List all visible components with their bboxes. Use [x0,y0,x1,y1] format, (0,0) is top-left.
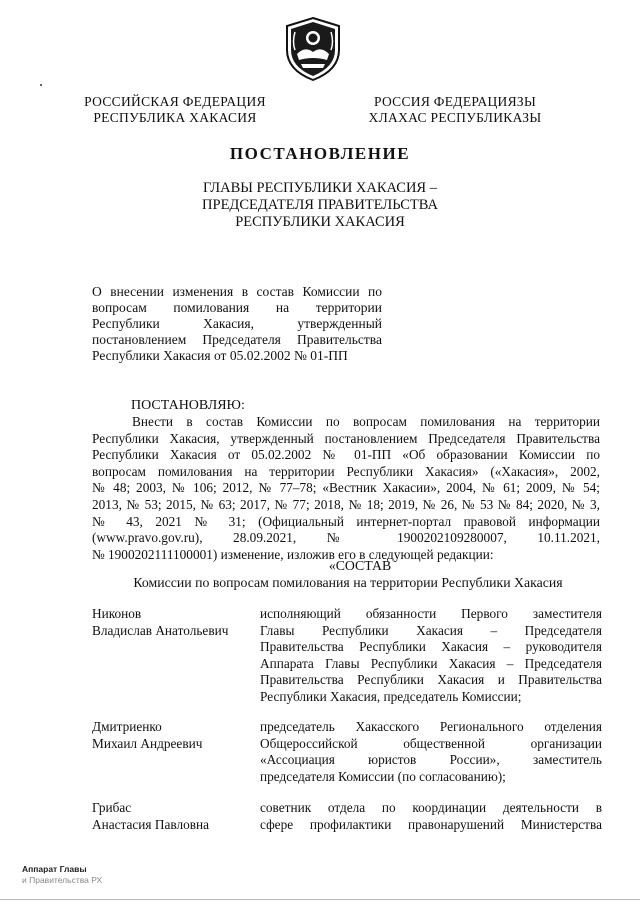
scan-edge-line [0,899,640,900]
body-line-7: № 43, 2021 № 31; (Официальный интернет-портал правовой информации [92,513,600,529]
role-line: Аппарата Главы Республики Хакасия – Председателя [260,655,602,671]
subject-line-4: постановлением Председателя Правительства [92,332,382,347]
member-surname: Никонов [92,606,142,621]
role-line: Республики Хакасия, председатель Комиссии; [260,688,522,704]
role-line: Правительства Республики Хакасия – руководителя [260,639,602,655]
member-surname: Грибас [92,800,132,815]
role-line: Правительства Республики Хакасия и Правительства [260,672,602,688]
subject-line-3: Республики Хакасия, утвержденный [92,316,382,331]
stamp-line-2: и Правительства РХ [22,875,103,885]
body-line-6: 2013, № 53; 2015, № 63; 2017, № 77; 2018, № 18; 2019, № 26, № 53 № 84; 2020, № 3, [92,496,600,512]
office-stamp [22,864,102,886]
header-left-line-2: РЕСПУБЛИКА ХАКАСИЯ [93,110,257,125]
body-line-2: Республики Хакасия, утвержденный постановлением Председателя Правительства [92,430,600,446]
scan-speck [40,84,42,86]
header-right-line-1: РОССИЯ ФЕДЕРАЦИЯЗЫ [373,94,537,109]
header-russian-federation [80,94,270,126]
header-left-line-1: РОССИЙСКАЯ ФЕДЕРАЦИЯ [84,94,266,109]
header-right-line-2: ХЛАХАС РЕСПУБЛИКАЗЫ [368,110,542,125]
body-line-5: № 48; 2003, № 106; 2012, № 77–78; «Вестник Хакасии», 2004, № 61; 2009, № 54; [92,480,600,496]
member-role [260,606,602,706]
member-given-names: Анастасия Павловна [92,816,210,832]
member-given-names: Михаил Андреевич [92,735,203,751]
role-line: председателя Комиссии (по согласованию); [260,768,506,784]
subject-line-2: вопросам помилования на территории [92,300,382,315]
role-line: Главы Республики Хакасия – Председателя [260,622,602,638]
body-line-3: Республики Хакасия от 05.02.2002 № 01-ПП «Об образовании Комиссии по [92,447,600,463]
document-subtitle [0,180,640,231]
header-khakas-language [360,94,550,126]
body-line-4: вопросам помилования на территории Республики Хакасия» («Хакасия», 2002, [92,463,600,479]
member-given-names: Владислав Анатольевич [92,622,229,638]
subject-line-1: О внесении изменения в состав Комиссии по [92,284,382,299]
body-line-8: (www.pravo.gov.ru), 28.09.2021, № 1900202109280007, 10.11.2021, [92,530,600,546]
subtitle-line-2: ПРЕДСЕДАТЕЛЯ ПРАВИТЕЛЬСТВА [202,197,438,213]
member-role [260,800,602,833]
body-line-1: Внести в состав Комиссии по вопросам помилования на территории [132,414,600,429]
resolution-body [92,414,600,563]
stamp-line-1: Аппарат Главы [22,864,87,874]
document-title: ПОСТАНОВЛЕНИЕ [229,144,411,163]
composition-heading: «СОСТАВ [328,558,392,573]
role-line: Общероссийской общественной организации [260,735,602,751]
subject-line-5: Республики Хакасия от 05.02.2002 № 01-ПП [92,348,348,363]
body-line-9: № 1900202111100001) изменение, изложив его в следующей редакции: [92,546,494,562]
member-role [260,719,602,785]
coat-of-arms-emblem [283,16,343,82]
role-line: исполняющий обязанности Первого заместителя [260,606,602,621]
role-line: председатель Хакасского Регионального отделения [260,719,602,734]
role-line: советник отдела по координации деятельности в [260,800,602,815]
member-name [92,606,262,639]
ordain-heading: ПОСТАНОВЛЯЮ: [131,398,245,413]
role-line: сфере профилактики правонарушений Министерства [260,816,602,832]
subtitle-line-3: РЕСПУБЛИКИ ХАКАСИЯ [235,214,405,230]
document-subject [92,284,382,364]
member-name [92,719,262,752]
member-name [92,800,262,833]
subtitle-line-1: ГЛАВЫ РЕСПУБЛИКИ ХАКАСИЯ – [203,180,437,196]
composition-subheading: Комиссии по вопросам помилования на территории Республики Хакасия [133,575,563,590]
role-line: «Ассоциация юристов России», заместитель [260,752,602,768]
member-surname: Дмитриенко [92,719,162,734]
